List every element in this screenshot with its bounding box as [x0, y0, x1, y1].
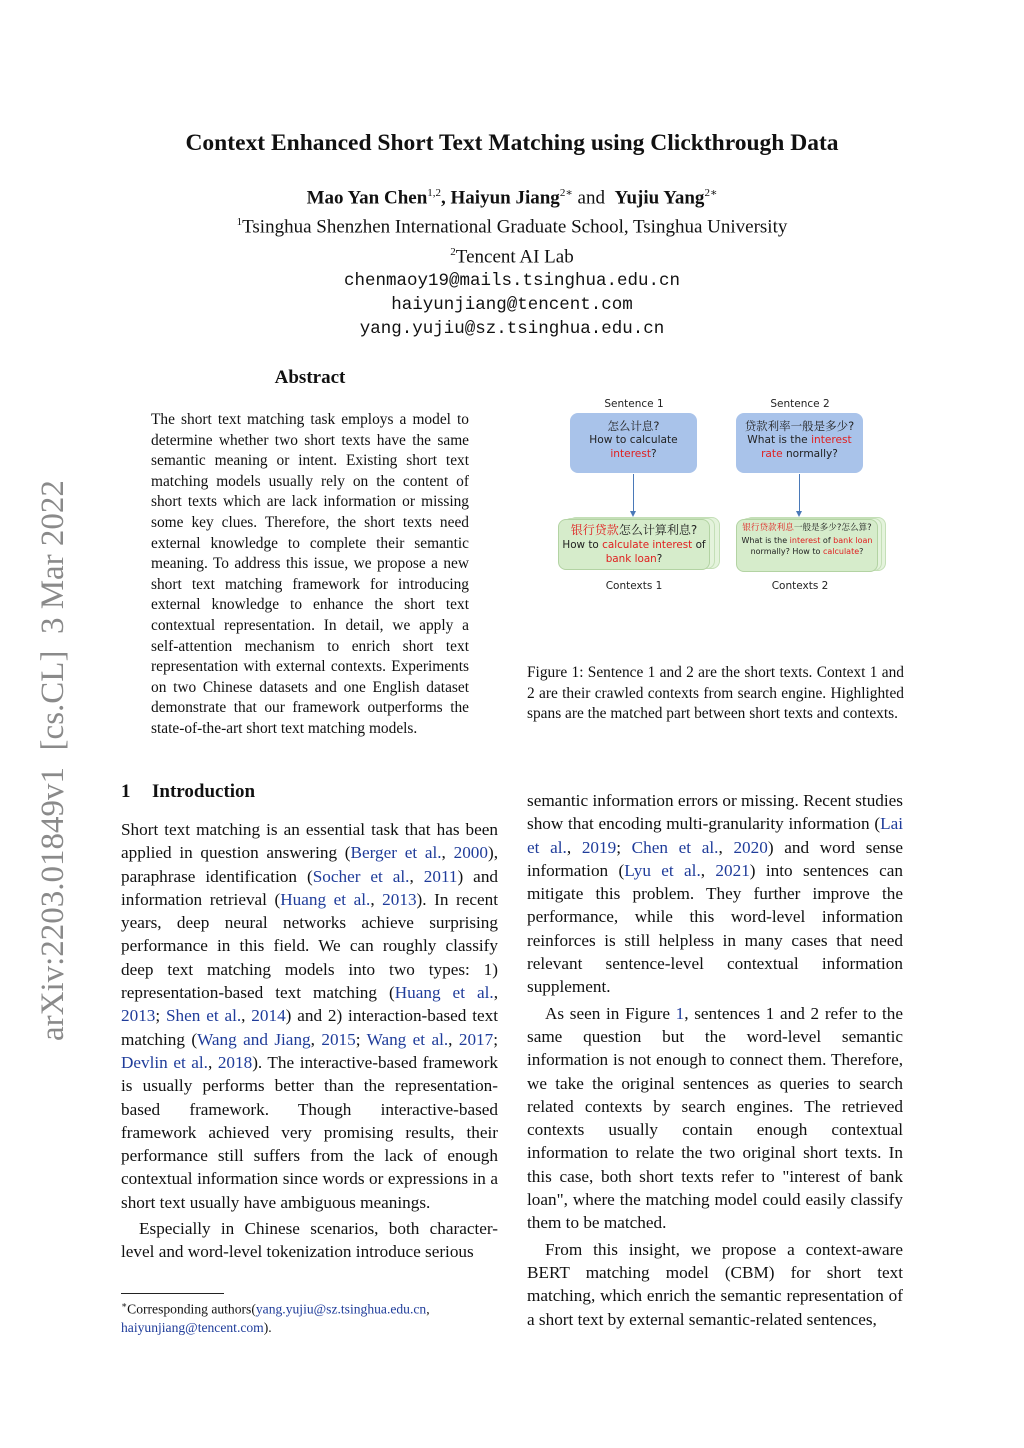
citation-link[interactable]: Socher et al.	[312, 866, 410, 886]
arrow-line	[799, 474, 800, 512]
citation-link[interactable]: Chen et al.	[631, 837, 719, 857]
intro-right-column	[527, 789, 903, 1331]
footnote-mark: ∗	[121, 1300, 128, 1310]
citation-link[interactable]: 2015	[321, 1029, 356, 1049]
sentence-2-label: Sentence 2	[770, 398, 830, 410]
highlight-span: calculate interest	[602, 539, 693, 551]
citation-link[interactable]: Lai et al.	[527, 814, 903, 857]
highlight-span: interest	[610, 448, 652, 460]
contexts-2-label: Contexts 2	[771, 580, 829, 592]
author-2: Haiyun Jiang	[450, 187, 560, 209]
intro-paragraph-4: As seen in Figure 1, sentences 1 and 2 refer to the same question but the word-level semantic information is not enough to connect them. Therefore, we take the original sentences as queries to search related contexts by search engines. The retrieved contexts usually contain enough contextual information to relate the two original short texts. In this case, both short texts refer to "interest of bank loan", where the matching model could easily classify them to be matched.	[527, 1003, 903, 1233]
intro-paragraph-1: Short text matching is an essential task that has been applied in question answering (Berger et al., 2000), paraphrase identification (Socher et al., 2011) and information retrieval (Huang et al., 2013). In recent years, deep neural networks achieve surprising performance in this field. We can roughly classify deep text matching models into two types: 1) representation-based text matching (Huang et al., 2013; Shen et al., 2014) and 2) interaction-based text matching (Wang and Jiang, 2015; Wang et al., 2017; Devlin et al., 2018). The interactive-based framework is usually performs better than the representation-based framework. Though interactive-based framework achieved very promising results, their performance still suffers from the lack of enough contextual information since words or expressions in a short text usually have ambiguous meanings.	[121, 820, 499, 1212]
sentence-1-label: Sentence 1	[604, 398, 664, 410]
email-2: haiyunjiang@tencent.com	[391, 294, 633, 315]
citation-link[interactable]: Wang et al.	[366, 1029, 449, 1049]
figure-caption: Figure 1: Sentence 1 and 2 are the short texts. Context 1 and 2 are their crawled contexts from search engine. Highlighted spans are the matched part between short texts and contexts.	[527, 664, 904, 723]
intro-paragraph-3: semantic information errors or missing. Recent studies show that encoding multi-granularity information (Lai et al., 2019; Chen et al., 2020) and word sense information (Lyu et al., 2021) into sentences can mitigate this problem. They further improve the performance, while this word-level information reinforces is still helpless in many cases that need relevant sentence-level contextual information supplement.	[527, 791, 904, 997]
citation-link[interactable]: 2013	[382, 889, 417, 909]
citation-link[interactable]: Lyu et al.	[624, 860, 701, 880]
arxiv-identifier-text: arXiv:2203.01849v1 [cs.CL] 3 Mar 2022	[35, 480, 71, 1041]
highlight-span: calculate	[822, 547, 860, 556]
author-block	[0, 181, 1024, 341]
abstract-text: The short text matching task employs a model to determine whether two short texts have the same semantic meaning or intent. Existing short text matching models usually rely on the content of short texts which are lack information or missing some key clues. Therefore, the short texts need external knowledge to complete their semantic meaning. To address this issue, we propose a new short text matching framework for introducing external knowledge to enhance the short text contextual representation. In detail, we apply a self-attention mechanism to enrich short text representation with external contexts. Experiments on two Chinese datasets and one English dataset demonstrate that our framework outperforms the state-of-the-art short text matching models.	[151, 411, 469, 737]
section-title: Introduction	[152, 781, 256, 802]
highlight-span: interest	[789, 535, 821, 545]
author-2-affil: 2∗	[559, 187, 573, 199]
highlight-span: rate	[761, 448, 783, 460]
author-line: Mao Yan Chen$^{1,2}$, Haiyun Jiang$^{2∗}$ and Yujiu Yang$^{2∗}$	[306, 187, 718, 209]
citation-link[interactable]: Huang et al.	[394, 983, 494, 1003]
intro-paragraph-2: Especially in Chinese scenarios, both character-level and word-level tokenization introduce serious	[121, 1219, 498, 1262]
sentence-2-box: 贷款利率一般是多少? What is the interest rate normally?	[736, 413, 863, 473]
footnote-divider	[121, 1293, 224, 1294]
citation-link[interactable]: Devlin et al.	[121, 1052, 208, 1072]
section-heading	[121, 781, 255, 803]
citation-link[interactable]: Wang and Jiang	[197, 1029, 311, 1049]
citation-link[interactable]: 2011	[423, 866, 458, 886]
author-3-affil: 2∗	[704, 187, 718, 199]
affiliation-1-text: Tsinghua Shenzhen International Graduate School, Tsinghua University	[242, 216, 788, 238]
highlight-span: bank loan	[833, 535, 873, 545]
highlight-span: interest	[811, 434, 852, 446]
email-3: yang.yujiu@sz.tsinghua.edu.cn	[359, 318, 665, 339]
aff1-mark: 1	[236, 216, 243, 229]
sentence-1-box: 怎么计息? How to calculate interest?	[570, 413, 697, 473]
figure-1	[550, 393, 895, 603]
author-1: Mao Yan Chen	[306, 187, 428, 209]
arxiv-identifier-stamp	[18, 455, 74, 1045]
intro-paragraph-5: From this insight, we propose a context-aware BERT matching model (CBM) for short text matching, which enrich the semantic representation of a short text by external semantic-related sentences,	[527, 1239, 903, 1329]
affiliation-2-text: Tencent AI Lab	[455, 245, 574, 267]
email-1: chenmaoy19@mails.tsinghua.edu.cn	[343, 270, 681, 291]
citation-link[interactable]: 2019	[581, 837, 617, 857]
context-2-chinese: 一般是多少?怎么算?	[793, 523, 872, 533]
citation-link[interactable]: Berger et al.	[350, 843, 442, 863]
citation-link[interactable]: 2021	[715, 860, 750, 880]
contexts-1-label: Contexts 1	[605, 580, 663, 592]
citation-link[interactable]: Huang et al.	[280, 889, 371, 909]
citation-link[interactable]: 2014	[251, 1006, 286, 1026]
affiliation-1	[0, 210, 1024, 239]
affiliation-2	[0, 240, 1024, 269]
arrow-line	[633, 474, 634, 512]
citation-link[interactable]: 2013	[121, 1006, 156, 1026]
sentence-2-chinese: 贷款利率一般是多少?	[744, 419, 855, 433]
section-number: 1	[121, 781, 131, 802]
sentence-1-english: How to calculate	[589, 434, 678, 446]
highlight-span: 银行贷款利息	[742, 523, 794, 533]
email-link[interactable]: haiyunjiang@tencent.com	[121, 1319, 264, 1335]
sentence-1-chinese: 怎么计息?	[607, 419, 660, 433]
intro-left-column	[121, 818, 498, 1264]
and-word: and	[577, 187, 605, 209]
author-1-affil: 1,2	[427, 187, 442, 199]
context-2-box: 银行贷款利息一般是多少?怎么算? What is the interest of bank loan normally? How to calculate?	[736, 519, 878, 572]
citation-link[interactable]: 2020	[733, 837, 768, 857]
citation-link[interactable]: 2017	[458, 1029, 494, 1049]
citation-link[interactable]: Shen et al.	[166, 1006, 242, 1026]
email-link[interactable]: yang.yujiu@sz.tsinghua.edu.cn	[255, 1301, 427, 1317]
citation-link[interactable]: 2000	[453, 843, 488, 863]
figure-reference-link[interactable]: 1	[675, 1003, 685, 1023]
aff2-mark: 2	[450, 245, 456, 258]
paper-title: Context Enhanced Short Text Matching using Clickthrough Data	[185, 130, 839, 156]
author-3: Yujiu Yang	[614, 187, 705, 209]
context-1-box: 银行贷款怎么计算利息? How to calculate interest of bank loan?	[558, 519, 710, 570]
citation-link[interactable]: 2018	[217, 1052, 253, 1072]
footnote: ∗Corresponding authors(yang.yujiu@sz.tsinghua.edu.cn, haiyunjiang@tencent.com).	[121, 1300, 430, 1335]
abstract-heading: Abstract	[274, 367, 346, 388]
highlight-span: 银行贷款	[570, 523, 619, 537]
highlight-span: bank loan	[605, 553, 657, 565]
context-1-chinese: 怎么计算利息?	[618, 523, 698, 537]
